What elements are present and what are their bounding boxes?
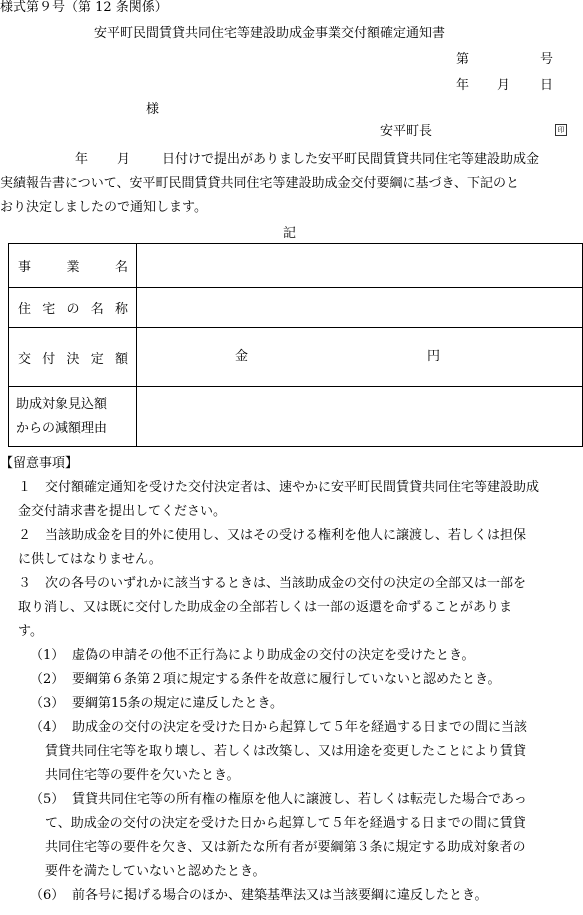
- body-line-3: おり決定しましたので通知します。: [0, 200, 207, 215]
- table-row: [9, 244, 583, 288]
- document-title: 安平町民間賃貸共同住宅等建設助成金事業交付額確定通知書: [94, 26, 446, 41]
- body-line-2: 実績報告書について、安平町民間賃貸共同住宅等建設助成金交付要綱に基づき、下記のと: [0, 176, 519, 191]
- list-item: ２ 当該助成金を目的外に使用し、又はその受ける権利を他人に譲渡し、若しくは担保: [18, 528, 527, 543]
- sub-list-item: （3） 要綱第15条の規定に違反したとき。: [30, 696, 284, 711]
- list-item: ３ 次の各号のいずれかに該当するときは、当該助成金の交付の決定の全部又は一部を: [18, 576, 527, 591]
- sub-list-item: （6） 前各号に掲げる場合のほか、建築基準法又は当該要綱に違反したとき。: [30, 888, 488, 903]
- sub-list-item: （5） 賃貸共同住宅等の所有権の権原を他人に譲渡し、若しくは転売した場合であっ て、助成金の交付の決定を受けた日から起算して５年を経過する日までの間に賃貸 共同住宅等の要件を欠き、又は新たな所有者が要綱第３条に規定する助成対象者の 要件を満たしていないと認めたとき。: [30, 792, 527, 879]
- list-item-cont: 金交付請求書を提出してください。: [18, 504, 227, 519]
- business-name-label: 事 業 名: [9, 244, 137, 288]
- body-month: 月: [117, 152, 131, 167]
- list-item-cont: に供してはなりません。: [18, 552, 162, 567]
- notes-heading: 【留意事項】: [0, 456, 79, 471]
- form-number: 様式第９号（第 12 条関係）: [0, 0, 168, 15]
- table-row: [9, 328, 583, 387]
- list-item-cont: す。: [18, 624, 43, 639]
- date-year: 年: [456, 78, 470, 93]
- amount-yen: 円: [427, 349, 441, 364]
- seal-mark: 印: [555, 124, 567, 136]
- number-label: 第: [456, 52, 470, 67]
- issuer: 安平町長: [380, 124, 433, 139]
- number-suffix: 号: [540, 52, 554, 67]
- sub-list-item: （2） 要綱第６条第２項に規定する条件を故意に履行していないと認めたとき。: [30, 672, 501, 687]
- date-day: 日: [540, 78, 554, 93]
- list-item-cont: 取り消し、又は既に交付した助成金の全部若しくは一部の返還を命ずることがありま: [18, 600, 513, 615]
- body-year: 年: [75, 152, 89, 167]
- ki-heading: 記: [283, 226, 297, 241]
- table-row: [9, 288, 583, 328]
- sub-list-item: （4） 助成金の交付の決定を受けた日から起算して５年を経過する日までの間に当該 賃貸共同住宅等を取り壊し、若しくは改築し、又は用途を変更したことにより賃貸 共同住宅等の要件を欠いたとき。: [30, 720, 528, 783]
- addressee-suffix: 様: [146, 102, 160, 117]
- notice-body: [0, 148, 583, 220]
- reduction-reason-value[interactable]: [137, 387, 583, 447]
- grant-amount-label: 交 付 決 定 額: [9, 328, 137, 387]
- body-line-1: 日付けで提出がありました安平町民間賃貸共同住宅等建設助成金: [162, 152, 540, 167]
- business-name-value[interactable]: [137, 244, 583, 288]
- amount-kin: 金: [235, 349, 249, 364]
- notes-section: [0, 452, 583, 908]
- reduction-reason-label: 助成対象見込額 からの減額理由: [9, 387, 137, 447]
- list-item: １ 交付額確定通知を受けた交付決定者は、速やかに安平町民間賃貸共同住宅等建設助成: [18, 480, 540, 495]
- sub-list-item: （1） 虚偽の申請その他不正行為により助成金の交付の決定を受けたとき。: [30, 648, 475, 663]
- detail-table: [8, 243, 583, 447]
- housing-name-label: 住 宅 の 名 称: [9, 288, 137, 328]
- table-row: [9, 387, 583, 447]
- grant-amount-value[interactable]: [137, 328, 583, 387]
- date-month: 月: [497, 78, 511, 93]
- housing-name-value[interactable]: [137, 288, 583, 328]
